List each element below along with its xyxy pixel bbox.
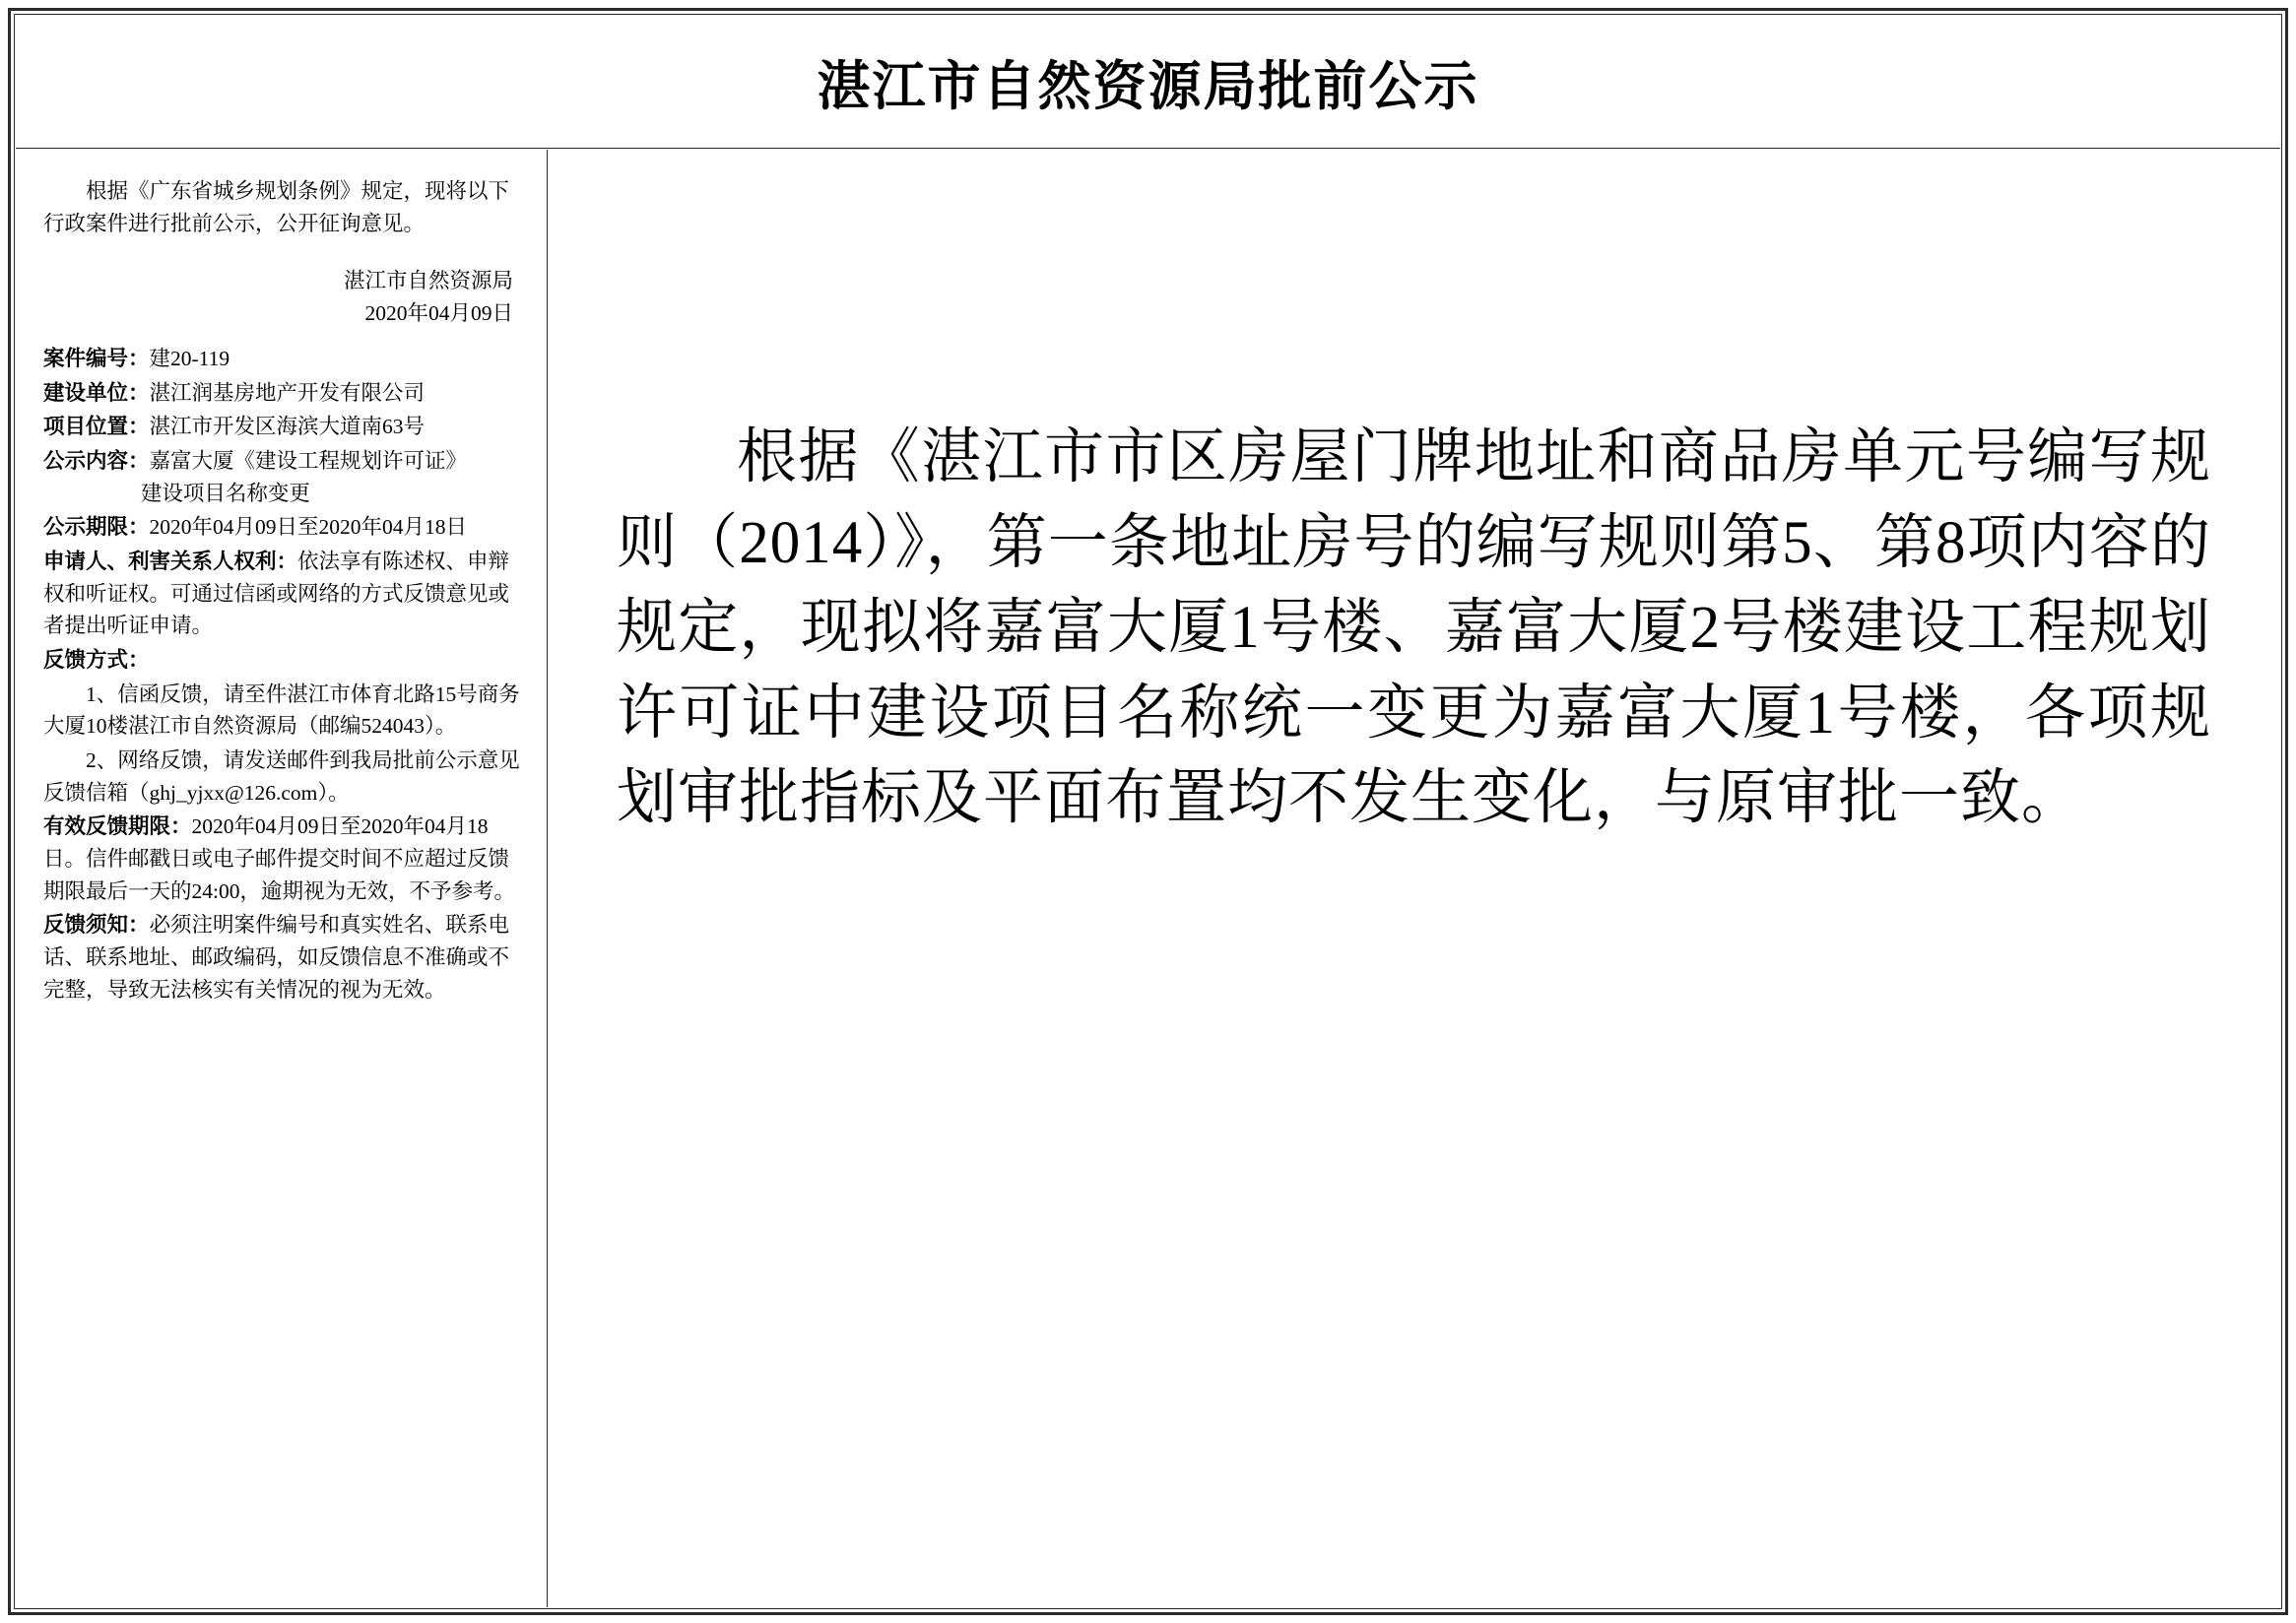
field-feedback-method (43, 644, 523, 677)
field-content-value2: 建设项目名称变更 (140, 481, 310, 505)
field-rights-label: 申请人、利害关系人权利： (43, 549, 298, 573)
field-content-value: 嘉富大厦《建设工程规划许可证》 (149, 448, 468, 473)
issue-date: 2020年04月09日 (364, 300, 513, 325)
field-notice (43, 909, 523, 1006)
field-content-label: 公示内容： (43, 448, 150, 473)
field-developer-label: 建设单位： (43, 380, 150, 405)
field-valid-period-label: 有效反馈期限： (43, 814, 192, 839)
field-notice-label: 反馈须知： (43, 913, 150, 938)
field-publicity-period-label: 公示期限： (43, 515, 150, 540)
field-location (43, 411, 523, 443)
field-location-value: 湛江市开发区海滨大道南63号 (149, 415, 426, 439)
field-notice-value: 必须注明案件编号和真实姓名、联系电话、联系地址、邮政编码，如反馈信息不准确或不完整，导致无法核实有关情况的视为无效。 (43, 913, 510, 1002)
field-location-label: 项目位置： (43, 415, 150, 439)
field-case-number-label: 案件编号： (43, 346, 150, 370)
field-publicity-period (43, 511, 523, 544)
field-case-number (43, 343, 523, 375)
issuer-name: 湛江市自然资源局 (343, 269, 513, 293)
field-case-number-value: 建20-119 (149, 346, 230, 370)
left-info-panel (16, 150, 548, 1607)
issuer-block (43, 265, 523, 329)
feedback-item-1: 1、信函反馈，请至件湛江市体育北路15号商务大厦10楼湛江市自然资源局（邮编524043）。 (43, 682, 520, 739)
main-body-text: 根据《湛江市市区房屋门牌地址和商品房单元号编写规则（2014）》，第一条地址房号的编写规则第5、第8项内容的规定，现拟将嘉富大厦1号楼、嘉富大厦2号楼建设工程规划许可证中建设项目名称统一变更为嘉富大厦1号楼，各项规划审批指标及平面布置均不发生变化，与原审批一致。 (617, 424, 2211, 832)
field-publicity-period-value: 2020年04月09日至2020年04月18日 (149, 515, 468, 540)
intro-paragraph: 根据《广东省城乡规划条例》规定，现将以下行政案件进行批前公示，公开征询意见。 (43, 179, 510, 235)
field-developer-value: 湛江润基房地产开发有限公司 (149, 380, 426, 405)
body-area (16, 150, 2280, 1607)
title-bar (16, 16, 2280, 149)
main-content-panel (548, 150, 2280, 1607)
feedback-item-2: 2、网络反馈，请发送邮件到我局批前公示意见反馈信箱（ghj_yjxx@126.com）。 (43, 747, 520, 805)
field-rights (43, 546, 523, 642)
field-valid-period (43, 811, 523, 907)
page-title: 湛江市自然资源局批前公示 (817, 56, 1479, 116)
field-content (43, 445, 523, 509)
field-rights-value: 依法享有陈述权、申辩权和听证权。可通过信函或网络的方式反馈意见或者提出听证申请。 (43, 549, 510, 638)
field-feedback-method-label: 反馈方式： (43, 647, 150, 672)
field-developer (43, 377, 523, 410)
field-valid-period-value: 2020年04月09日至2020年04月18日。信件邮戳日或电子邮件提交时间不应超过反馈期限最后一天的24:00，逾期视为无效，不予参考。 (43, 814, 515, 903)
